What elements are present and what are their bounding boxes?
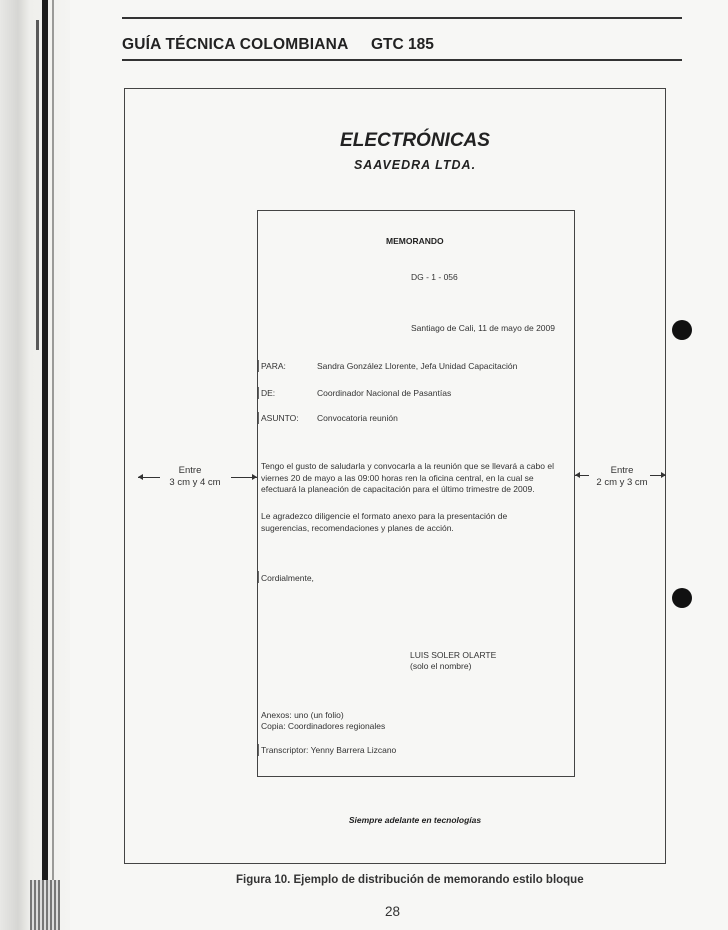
field-label-para: PARA: xyxy=(261,361,286,371)
field-value-para: Sandra González Llorente, Jefa Unidad Capacitación xyxy=(317,361,518,371)
paragraph-line: sugerencias, recomendaciones y planes de acción. xyxy=(261,522,454,533)
binding-dark-strip xyxy=(42,0,48,930)
figure-caption: Figura 10. Ejemplo de distribución de memorando estilo bloque xyxy=(236,874,584,886)
paragraph-line: Tengo el gusto de saludarla y convocarla a la reunión que se llevará a cabo el xyxy=(261,461,554,471)
line-marker xyxy=(258,360,259,372)
binding-texture xyxy=(30,880,60,930)
field-value-de: Coordinador Nacional de Pasantías xyxy=(317,388,452,398)
memo-date-line: Santiago de Cali, 11 de mayo de 2009 xyxy=(411,323,555,333)
field-label-asunto: ASUNTO: xyxy=(261,413,299,423)
binding-line xyxy=(52,0,54,930)
memo-paragraph-1 xyxy=(261,461,573,496)
document-title: GUÍA TÉCNICA COLOMBIANA xyxy=(122,36,349,53)
line-marker xyxy=(258,387,259,399)
scan-binding-edge xyxy=(0,0,70,930)
paragraph-line: Le agradezco diligencie el formato anexo para la presentación de xyxy=(261,511,508,521)
arrowhead-right-icon xyxy=(252,474,257,480)
line-marker xyxy=(258,571,259,583)
line-marker xyxy=(258,412,259,424)
header-rule-top xyxy=(122,17,682,19)
arrowhead-left-icon xyxy=(138,474,143,480)
paragraph-line: viernes 20 de mayo a las 09:00 horas ren la oficina central, en la cual se xyxy=(261,472,534,483)
company-name: ELECTRÓNICAS xyxy=(340,130,490,151)
right-margin-annotation-line1: Entre xyxy=(610,465,634,476)
left-margin-annotation-line1: Entre xyxy=(178,465,202,476)
left-margin-annotation-line2: 3 cm y 4 cm xyxy=(169,477,221,488)
memo-paragraph-2 xyxy=(261,511,573,534)
memo-closing: Cordialmente, xyxy=(261,573,314,583)
memo-transcriber: Transcriptor: Yenny Barrera Lizcano xyxy=(261,745,397,755)
punch-hole-icon xyxy=(672,320,692,340)
arrowhead-left-icon xyxy=(575,472,580,478)
field-label-de: DE: xyxy=(261,388,276,398)
punch-hole-icon xyxy=(672,588,692,608)
paragraph-line: efectuará la planeación de capacitación para el último trimestre de 2009. xyxy=(261,484,535,494)
signature-name: LUIS SOLER OLARTE xyxy=(410,650,497,660)
line-marker xyxy=(258,744,259,756)
field-value-asunto: Convocatoria reunión xyxy=(317,413,398,423)
company-slogan: Siempre adelante en tecnologías xyxy=(348,815,482,825)
arrowhead-right-icon xyxy=(661,472,666,478)
page-number: 28 xyxy=(385,904,401,919)
memo-annex: Anexos: uno (un folio) xyxy=(261,710,344,720)
right-margin-annotation-line2: 2 cm y 3 cm xyxy=(596,477,648,488)
company-subtitle: SAAVEDRA LTDA. xyxy=(353,158,477,172)
memo-copy: Copia: Coordinadores regionales xyxy=(261,721,386,731)
binding-shadow-strip xyxy=(36,20,39,350)
document-code: GTC 185 xyxy=(371,36,434,53)
memo-title: MEMORANDO xyxy=(386,236,444,246)
memo-code: DG - 1 - 056 xyxy=(411,272,458,282)
signature-note: (solo el nombre) xyxy=(410,661,472,671)
header-rule-bottom xyxy=(122,59,682,61)
